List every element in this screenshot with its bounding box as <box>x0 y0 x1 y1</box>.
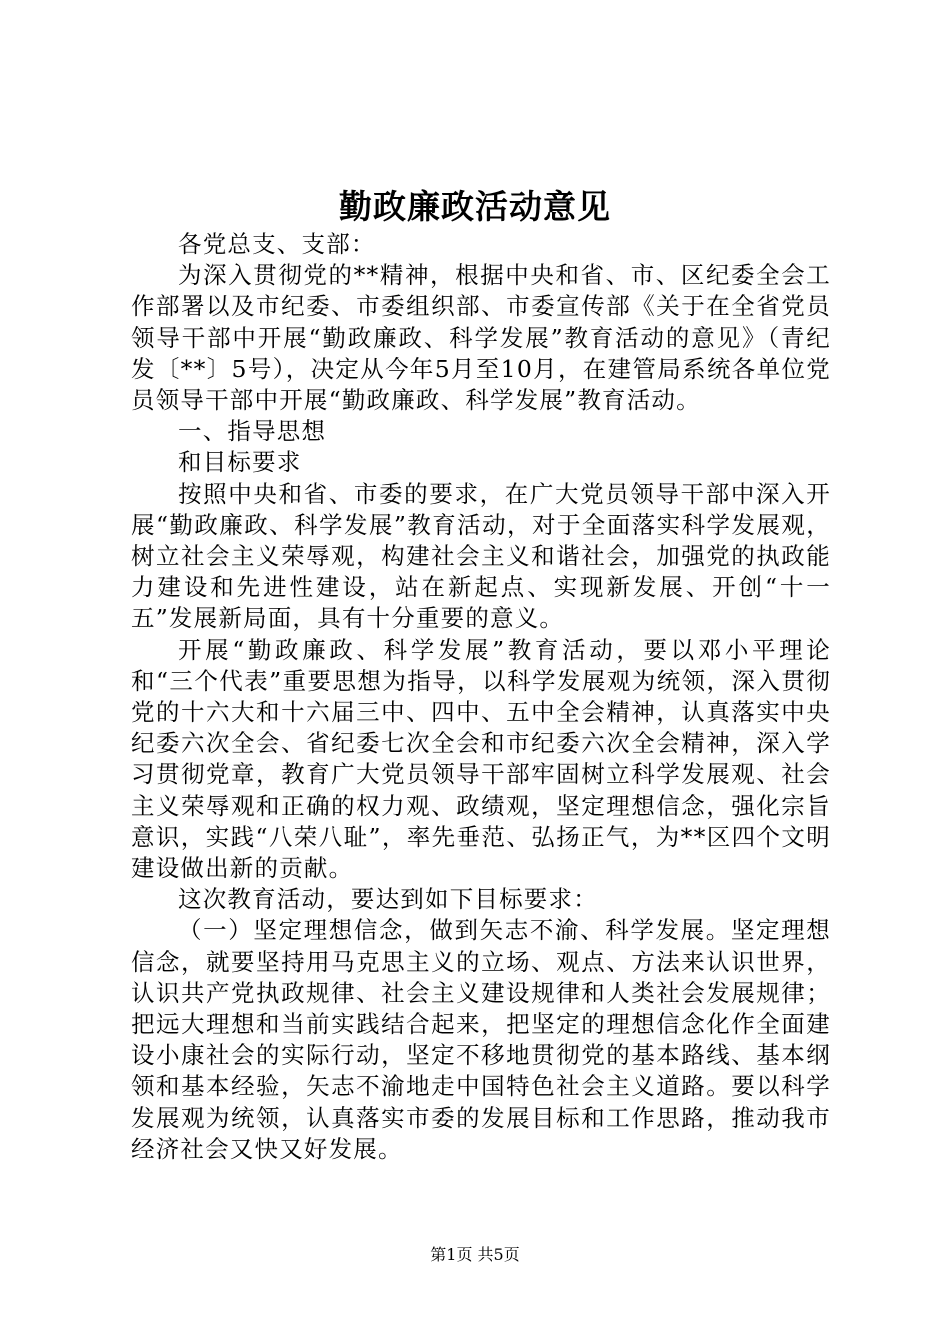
document-body <box>131 229 831 1165</box>
body-paragraph: （一）坚定理想信念，做到矢志不渝、科学发展。坚定理想信念，就要坚持用马克思主义的立场、观点、方法来认识世界，认识共产党执政规律、社会主义建设规律和人类社会发展规律；把远大理想和当前实践结合起来，把坚定的理想信念化作全面建设小康社会的实际行动，坚定不移地贯彻党的基本路线、基本纲领和基本经验，矢志不渝地走中国特色社会主义道路。要以科学发展观为统领，认真落实市委的发展目标和工作思路，推动我市经济社会又快又好发展。 <box>131 916 831 1163</box>
intro-paragraph: 为深入贯彻党的**精神，根据中央和省、市、区纪委全会工作部署以及市纪委、市委组织部、市委宣传部《关于在全省党员领导干部中开展“勤政廉政、科学发展”教育活动的意见》（青纪发〔**〕5号），决定从今年5月至10月，在建管局系统各单位党员领导干部中开展“勤政廉政、科学发展”教育活动。 <box>131 261 831 415</box>
section-heading-guiding-thought: 一、指导思想 <box>178 417 327 446</box>
body-paragraph: 按照中央和省、市委的要求，在广大党员领导干部中深入开展“勤政廉政、科学发展”教育活动，对于全面落实科学发展观，树立社会主义荣辱观，构建社会主义和谐社会，加强党的执政能力建设和先进性建设，站在新起点、实现新发展、开创“十一五”发展新局面，具有十分重要的意义。 <box>131 479 831 633</box>
salutation-paragraph: 各党总支、支部： <box>178 230 376 258</box>
body-paragraph: 这次教育活动，要达到如下目标要求： <box>178 885 598 914</box>
document-title: 勤政廉政活动意见 <box>339 187 611 226</box>
page-number-footer: 第1页 共5页 <box>430 1245 520 1264</box>
section-heading-goals: 和目标要求 <box>178 448 302 477</box>
body-paragraph: 开展“勤政廉政、科学发展”教育活动，要以邓小平理论和“三个代表”重要思想为指导，以科学发展观为统领，深入贯彻党的十六大和十六届三中、四中、五中全会精神，认真落实中央纪委六次全会、省纪委七次全会和市纪委六次全会精神，深入学习贯彻党章，教育广大党员领导干部牢固树立科学发展观、社会主义荣辱观和正确的权力观、政绩观，坚定理想信念，强化宗旨意识，实践“八荣八耻”，率先垂范、弘扬正气，为**区四个文明建设做出新的贡献。 <box>131 635 831 883</box>
